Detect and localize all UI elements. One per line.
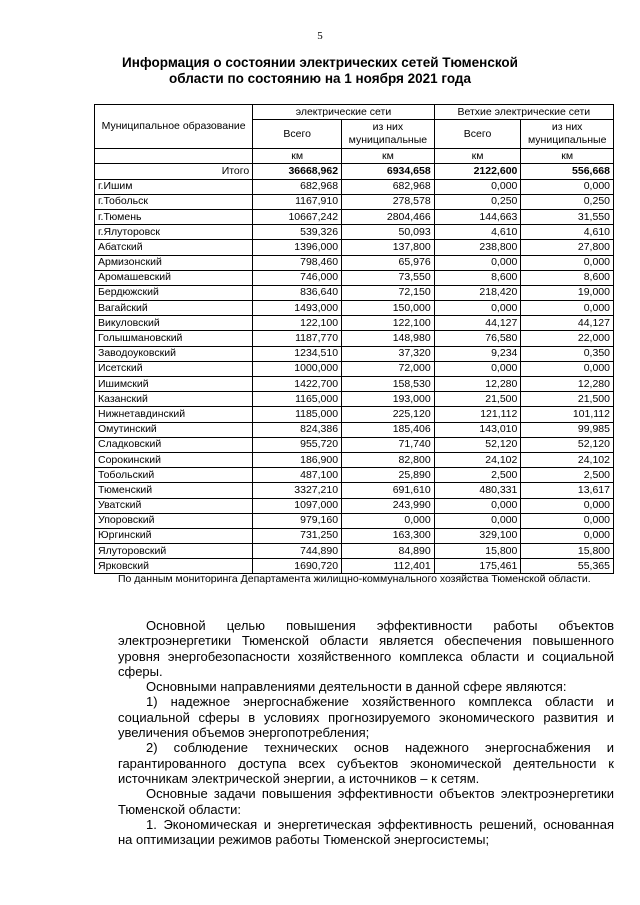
value-cell: 746,000 [253, 270, 342, 285]
value-cell: 44,127 [434, 316, 521, 331]
municipality-name: Заводоуковский [95, 346, 253, 361]
table-row [95, 316, 614, 331]
value-cell: 22,000 [521, 331, 614, 346]
document-title: Информация о состоянии электрических сетей Тюменской области по состоянию на 1 ноября 2021 года [122, 55, 518, 86]
municipality-name: Нижнетавдинский [95, 407, 253, 422]
paragraph: 1. Экономическая и энергетическая эффективность решений, основанная на оптимизации режимов работы Тюменской энергосистемы; [118, 816, 614, 848]
table-row [95, 513, 614, 528]
value-cell: 50,093 [342, 225, 435, 240]
value-cell: 0,000 [434, 498, 521, 513]
value-cell: 37,320 [342, 346, 435, 361]
table-row [95, 528, 614, 543]
paragraph: Основные задачи повышения эффективности объектов электроэнергетики Тюменской области: [118, 786, 614, 817]
value-cell: 76,580 [434, 331, 521, 346]
municipality-name: Сладковский [95, 437, 253, 452]
value-cell: 101,112 [521, 407, 614, 422]
value-cell: 15,800 [434, 544, 521, 559]
municipality-name: Исетский [95, 361, 253, 376]
value-cell: 0,000 [434, 179, 521, 194]
value-cell: 24,102 [521, 452, 614, 467]
table-row [95, 452, 614, 467]
table-row [95, 285, 614, 300]
table-row [95, 225, 614, 240]
table-row [95, 498, 614, 513]
table-header-row [95, 105, 614, 120]
value-cell: 10667,242 [253, 209, 342, 224]
value-cell: 19,000 [521, 285, 614, 300]
municipality-name: г.Ялуторовск [95, 225, 253, 240]
paragraph: Основной целью повышения эффективности работы объектов электроэнергетики Тюменской области является обеспечения повышенного уровня энергобезопасности хозяйственного комплекса области и социальной сферы. [118, 618, 614, 679]
body-text [118, 618, 614, 847]
value-cell: 0,000 [521, 498, 614, 513]
power-networks-table [94, 104, 614, 574]
value-cell: 0,000 [434, 361, 521, 376]
value-cell: 824,386 [253, 422, 342, 437]
municipality-name: Бердюжский [95, 285, 253, 300]
table-row [95, 209, 614, 224]
value-cell: 193,000 [342, 392, 435, 407]
value-cell: 1422,700 [253, 377, 342, 392]
header-total: Всего [253, 120, 342, 149]
total-value: 36668,962 [253, 164, 342, 179]
paragraph: 1) надежное энергоснабжение хозяйственного комплекса области и социальной сферы в условиях прогнозируемого экономического развития и увеличения объемов энергопотребления; [118, 694, 614, 741]
value-cell: 137,800 [342, 240, 435, 255]
value-cell: 0,000 [521, 513, 614, 528]
value-cell: 99,985 [521, 422, 614, 437]
table-row [95, 361, 614, 376]
total-value: 556,668 [521, 164, 614, 179]
value-cell: 144,663 [434, 209, 521, 224]
value-cell: 798,460 [253, 255, 342, 270]
value-cell: 72,150 [342, 285, 435, 300]
table-row [95, 392, 614, 407]
value-cell: 52,120 [521, 437, 614, 452]
table-row [95, 270, 614, 285]
value-cell: 65,976 [342, 255, 435, 270]
value-cell: 0,000 [521, 301, 614, 316]
municipality-name: Голышмановский [95, 331, 253, 346]
unit-cell: км [521, 149, 614, 164]
value-cell: 2804,466 [342, 209, 435, 224]
header-old-municipal: из них муниципальные [521, 120, 614, 149]
value-cell: 4,610 [521, 225, 614, 240]
value-cell: 487,100 [253, 468, 342, 483]
municipality-name: г.Тюмень [95, 209, 253, 224]
table-row [95, 407, 614, 422]
municipality-name: Казанский [95, 392, 253, 407]
value-cell: 0,000 [434, 513, 521, 528]
header-old-total: Всего [434, 120, 521, 149]
value-cell: 27,800 [521, 240, 614, 255]
unit-cell: км [342, 149, 435, 164]
unit-blank [95, 149, 253, 164]
municipality-name: Ярковский [95, 559, 253, 574]
value-cell: 143,010 [434, 422, 521, 437]
table-row [95, 301, 614, 316]
value-cell: 8,600 [521, 270, 614, 285]
value-cell: 731,250 [253, 528, 342, 543]
value-cell: 1234,510 [253, 346, 342, 361]
value-cell: 185,406 [342, 422, 435, 437]
unit-cell: км [434, 149, 521, 164]
value-cell: 13,617 [521, 483, 614, 498]
table-row [95, 468, 614, 483]
value-cell: 25,890 [342, 468, 435, 483]
municipality-name: Аромашевский [95, 270, 253, 285]
header-municipality: Муниципальное образование [95, 105, 253, 149]
value-cell: 225,120 [342, 407, 435, 422]
value-cell: 0,250 [521, 194, 614, 209]
value-cell: 163,300 [342, 528, 435, 543]
value-cell: 682,968 [253, 179, 342, 194]
value-cell: 539,326 [253, 225, 342, 240]
value-cell: 55,365 [521, 559, 614, 574]
total-row [95, 164, 614, 179]
value-cell: 329,100 [434, 528, 521, 543]
municipality-name: Юргинский [95, 528, 253, 543]
table-row [95, 559, 614, 574]
value-cell: 836,640 [253, 285, 342, 300]
municipality-name: Абатский [95, 240, 253, 255]
value-cell: 0,250 [434, 194, 521, 209]
value-cell: 21,500 [434, 392, 521, 407]
table-row [95, 194, 614, 209]
value-cell: 744,890 [253, 544, 342, 559]
table-row [95, 179, 614, 194]
municipality-name: г.Тобольск [95, 194, 253, 209]
municipality-name: Викуловский [95, 316, 253, 331]
unit-cell: км [253, 149, 342, 164]
value-cell: 4,610 [434, 225, 521, 240]
value-cell: 1187,770 [253, 331, 342, 346]
value-cell: 0,000 [521, 255, 614, 270]
source-note: По данным мониторинга Департамента жилищно-коммунального хозяйства Тюменской области. [118, 573, 591, 585]
value-cell: 24,102 [434, 452, 521, 467]
value-cell: 0,000 [521, 528, 614, 543]
value-cell: 148,980 [342, 331, 435, 346]
value-cell: 1690,720 [253, 559, 342, 574]
table-row [95, 255, 614, 270]
value-cell: 691,610 [342, 483, 435, 498]
value-cell: 682,968 [342, 179, 435, 194]
value-cell: 73,550 [342, 270, 435, 285]
value-cell: 1000,000 [253, 361, 342, 376]
value-cell: 1493,000 [253, 301, 342, 316]
value-cell: 979,160 [253, 513, 342, 528]
value-cell: 21,500 [521, 392, 614, 407]
table-row [95, 544, 614, 559]
total-value: 6934,658 [342, 164, 435, 179]
value-cell: 12,280 [434, 377, 521, 392]
header-old-networks-group: Ветхие электрические сети [434, 105, 613, 120]
value-cell: 238,800 [434, 240, 521, 255]
total-label: Итого [95, 164, 253, 179]
municipality-name: Уватский [95, 498, 253, 513]
value-cell: 112,401 [342, 559, 435, 574]
table-row [95, 331, 614, 346]
value-cell: 186,900 [253, 452, 342, 467]
value-cell: 72,000 [342, 361, 435, 376]
value-cell: 122,100 [342, 316, 435, 331]
table-row [95, 483, 614, 498]
value-cell: 218,420 [434, 285, 521, 300]
municipality-name: Тобольский [95, 468, 253, 483]
table-row [95, 377, 614, 392]
value-cell: 15,800 [521, 544, 614, 559]
value-cell: 8,600 [434, 270, 521, 285]
value-cell: 0,350 [521, 346, 614, 361]
table-row [95, 437, 614, 452]
value-cell: 1167,910 [253, 194, 342, 209]
municipality-name: г.Ишим [95, 179, 253, 194]
page-number: 5 [317, 30, 323, 42]
total-value: 2122,600 [434, 164, 521, 179]
municipality-name: Ишимский [95, 377, 253, 392]
table-row [95, 346, 614, 361]
table-row [95, 422, 614, 437]
value-cell: 3327,210 [253, 483, 342, 498]
municipality-name: Упоровский [95, 513, 253, 528]
municipality-name: Ялуторовский [95, 544, 253, 559]
paragraph: 2) соблюдение технических основ надежного энергоснабжения и гарантированного доступа всех субъектов экономической деятельности к источникам электрической энергии, а источников – к сетям. [118, 740, 614, 786]
value-cell: 31,550 [521, 209, 614, 224]
table-unit-row [95, 149, 614, 164]
value-cell: 0,000 [521, 361, 614, 376]
value-cell: 243,990 [342, 498, 435, 513]
value-cell: 0,000 [521, 179, 614, 194]
value-cell: 44,127 [521, 316, 614, 331]
header-networks-group: электрические сети [253, 105, 434, 120]
municipality-name: Сорокинский [95, 452, 253, 467]
paragraph: Основными направлениями деятельности в данной сфере являются: [146, 679, 567, 695]
value-cell: 1185,000 [253, 407, 342, 422]
value-cell: 278,578 [342, 194, 435, 209]
municipality-name: Армизонский [95, 255, 253, 270]
municipality-name: Тюменский [95, 483, 253, 498]
value-cell: 122,100 [253, 316, 342, 331]
value-cell: 0,000 [342, 513, 435, 528]
value-cell: 955,720 [253, 437, 342, 452]
value-cell: 1097,000 [253, 498, 342, 513]
value-cell: 150,000 [342, 301, 435, 316]
value-cell: 1165,000 [253, 392, 342, 407]
value-cell: 82,800 [342, 452, 435, 467]
value-cell: 71,740 [342, 437, 435, 452]
value-cell: 2,500 [521, 468, 614, 483]
value-cell: 480,331 [434, 483, 521, 498]
value-cell: 175,461 [434, 559, 521, 574]
value-cell: 12,280 [521, 377, 614, 392]
value-cell: 2,500 [434, 468, 521, 483]
value-cell: 121,112 [434, 407, 521, 422]
header-municipal: из них муниципальные [342, 120, 435, 149]
municipality-name: Вагайский [95, 301, 253, 316]
value-cell: 84,890 [342, 544, 435, 559]
municipality-name: Омутинский [95, 422, 253, 437]
table-row [95, 240, 614, 255]
value-cell: 0,000 [434, 255, 521, 270]
value-cell: 9,234 [434, 346, 521, 361]
value-cell: 158,530 [342, 377, 435, 392]
value-cell: 0,000 [434, 301, 521, 316]
value-cell: 52,120 [434, 437, 521, 452]
value-cell: 1396,000 [253, 240, 342, 255]
